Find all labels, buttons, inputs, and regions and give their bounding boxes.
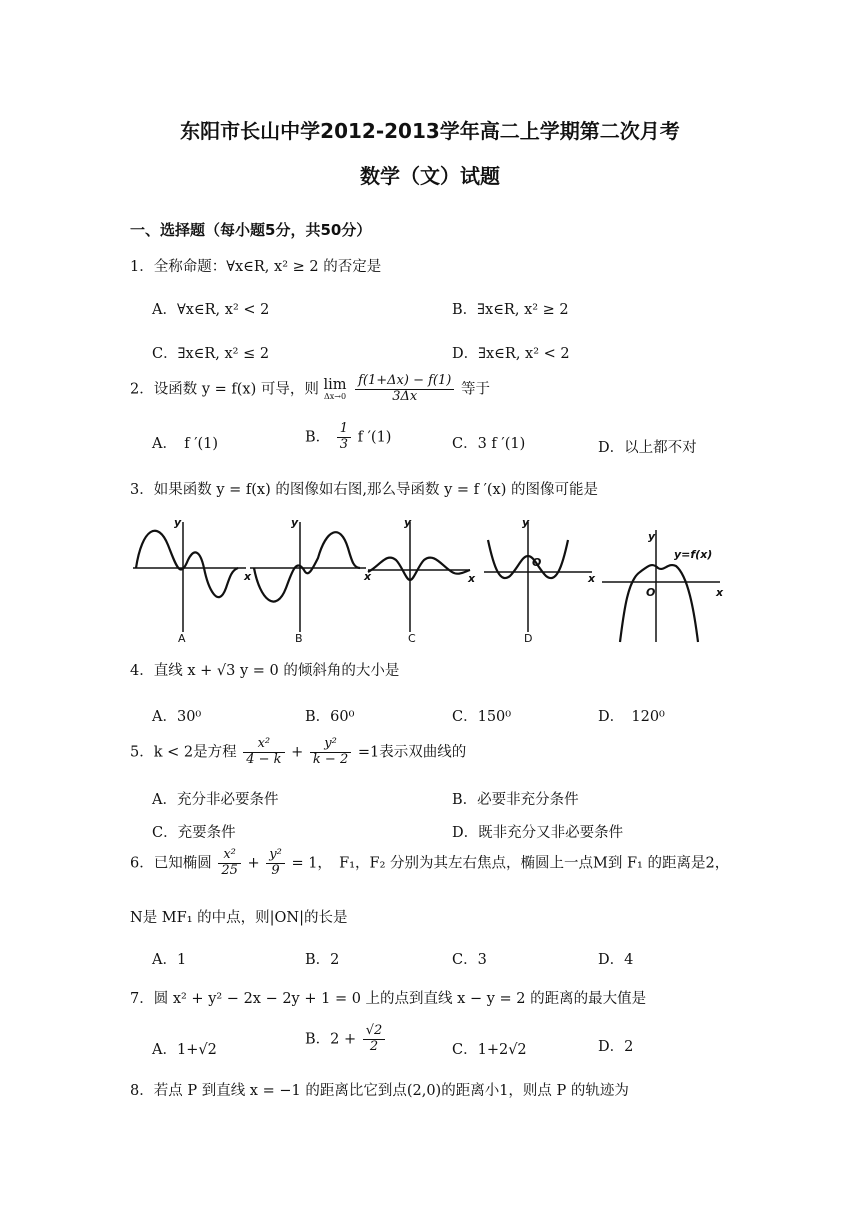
q2-option-b-den: 3 xyxy=(339,436,349,452)
q2-fraction-num: f(1+Δx) − f(1) xyxy=(355,374,454,390)
question-4: 4．直线 x + √3 y = 0 的倾斜角的大小是 xyxy=(130,663,400,679)
graph-a-x-axis-label: x xyxy=(244,570,252,583)
question-2 xyxy=(130,374,490,405)
q2-limit xyxy=(323,378,346,401)
graph-d xyxy=(484,522,592,632)
q2-post: 等于 xyxy=(460,381,490,398)
graph-b-y-axis-label: y xyxy=(291,516,299,529)
graph-b-x-axis-label: x xyxy=(364,570,372,583)
q2-option-d: D．以上都不对 xyxy=(598,440,697,456)
graph-a-caption: A xyxy=(178,632,186,645)
page-title: 东阳市长山中学2012-2013学年高二上学期第二次月考 xyxy=(180,119,680,143)
q5-post: =1表示双曲线的 xyxy=(357,744,467,761)
q2-fraction xyxy=(355,374,454,405)
graph-c-caption: C xyxy=(408,632,416,645)
question-6 xyxy=(130,848,729,879)
q2-lim-text: lim xyxy=(323,377,347,394)
question-6-line-2: N是 MF₁ 的中点，则|ON|的长是 xyxy=(130,910,348,926)
q6-fraction-1 xyxy=(218,848,241,879)
q2-option-b xyxy=(305,422,391,453)
q5-fraction-1-den: 4 − k xyxy=(246,751,282,767)
graph-fx xyxy=(602,530,720,642)
q7-option-c: C．1+2√2 xyxy=(452,1042,527,1058)
q1-option-d: D．∃x∈R, x² < 2 xyxy=(452,346,570,362)
q5-option-d: D．既非充分又非必要条件 xyxy=(452,825,624,841)
q6-option-d: D．4 xyxy=(598,952,634,968)
q6-plus: + xyxy=(247,855,260,872)
question-5 xyxy=(130,737,466,768)
q6-option-b: B．2 xyxy=(305,952,340,968)
q4-option-b: B．60⁰ xyxy=(305,709,355,725)
q6-fraction-2 xyxy=(266,848,285,879)
q6-fraction-2-num: y² xyxy=(266,848,285,864)
graph-a-y-axis-label: y xyxy=(174,516,182,529)
q5-fraction-2-den: k − 2 xyxy=(312,751,349,767)
q5-plus: + xyxy=(291,744,304,761)
graph-d-caption: D xyxy=(524,632,533,645)
q4-option-a: A．30⁰ xyxy=(152,709,202,725)
q5-fraction-2-num: y² xyxy=(310,737,351,753)
q6-fraction-2-den: 9 xyxy=(271,862,280,878)
q2-option-b-num: 1 xyxy=(337,422,351,438)
q5-option-a: A．充分非必要条件 xyxy=(152,792,279,808)
q7-option-a: A．1+√2 xyxy=(152,1042,217,1058)
q2-option-b-rest: f ′(1) xyxy=(357,429,392,446)
page-subtitle: 数学（文）试题 xyxy=(360,164,500,188)
q2-option-b-label: B． xyxy=(305,429,331,446)
graph-b-caption: B xyxy=(295,632,303,645)
q6-post: = 1， F₁，F₂ 分别为其左右焦点，椭圆上一点M到 F₁ 的距离是2， xyxy=(291,855,730,872)
q2-lim-sub: Δx→0 xyxy=(323,391,347,401)
graph-d-origin: O xyxy=(532,556,542,569)
q1-option-a: A．∀x∈R, x² < 2 xyxy=(152,302,270,318)
q6-fraction-1-num: x² xyxy=(218,848,241,864)
graph-d-y-axis-label: y xyxy=(522,516,530,529)
q2-option-b-fraction xyxy=(337,422,351,453)
q4-option-d: D． 120⁰ xyxy=(598,709,665,725)
graph-c-y-axis-label: y xyxy=(404,516,412,529)
q6-pre: 6．已知椭圆 xyxy=(130,855,212,872)
question-7: 7．圆 x² + y² − 2x − 2y + 1 = 0 上的点到直线 x − y = 2 的距离的最大值是 xyxy=(130,991,647,1007)
question-3: 3．如果函数 y = f(x) 的图像如右图,那么导函数 y = f ′(x) 的图像可能是 xyxy=(130,482,599,498)
section-heading: 一、选择题（每小题5分，共50分） xyxy=(130,221,372,239)
q5-fraction-2 xyxy=(310,737,351,768)
q7-option-b-num: √2 xyxy=(363,1024,386,1040)
graph-d-x-axis-label: x xyxy=(588,572,596,585)
question-8: 8．若点 P 到直线 x = −1 的距离比它到点(2,0)的距离小1，则点 P 的轨迹为 xyxy=(130,1083,629,1099)
q1-option-c: C．∃x∈R, x² ≤ 2 xyxy=(152,346,270,362)
q1-option-b: B．∃x∈R, x² ≥ 2 xyxy=(452,302,569,318)
q5-fraction-1-num: x² xyxy=(243,737,284,753)
q7-option-d: D．2 xyxy=(598,1039,634,1055)
q2-option-c: C．3 f ′(1) xyxy=(452,436,526,452)
q5-fraction-1 xyxy=(243,737,284,768)
q6-option-c: C．3 xyxy=(452,952,487,968)
graph-fx-origin: O xyxy=(646,586,656,599)
graph-fx-x-axis-label: x xyxy=(716,586,724,599)
q2-pre: 2．设函数 y = f(x) 可导，则 xyxy=(130,381,319,398)
q5-pre: 5．k < 2是方程 xyxy=(130,744,237,761)
q3-graphs xyxy=(128,510,728,645)
q6-option-a: A．1 xyxy=(152,952,187,968)
q2-option-a: A． f ′(1) xyxy=(152,436,219,452)
q5-option-b: B．必要非充分条件 xyxy=(452,792,579,808)
question-1: 1．全称命题：∀x∈R, x² ≥ 2 的否定是 xyxy=(130,259,382,275)
graph-fx-y-axis-label: y xyxy=(648,530,656,543)
graph-c xyxy=(368,522,470,632)
graph-fx-label: y=f(x) xyxy=(674,548,713,561)
q6-fraction-1-den: 25 xyxy=(221,862,238,878)
q7-option-b-label: B．2 + xyxy=(305,1031,357,1048)
graph-b xyxy=(250,522,366,632)
q5-option-c: C．充要条件 xyxy=(152,825,236,841)
q7-option-b xyxy=(305,1024,387,1055)
graph-a xyxy=(133,522,246,632)
q4-option-c: C．150⁰ xyxy=(452,709,512,725)
q2-fraction-den: 3Δx xyxy=(392,388,418,404)
q7-option-b-den: 2 xyxy=(369,1038,379,1054)
q7-option-b-fraction xyxy=(363,1024,386,1055)
graph-c-x-axis-label: x xyxy=(468,572,476,585)
